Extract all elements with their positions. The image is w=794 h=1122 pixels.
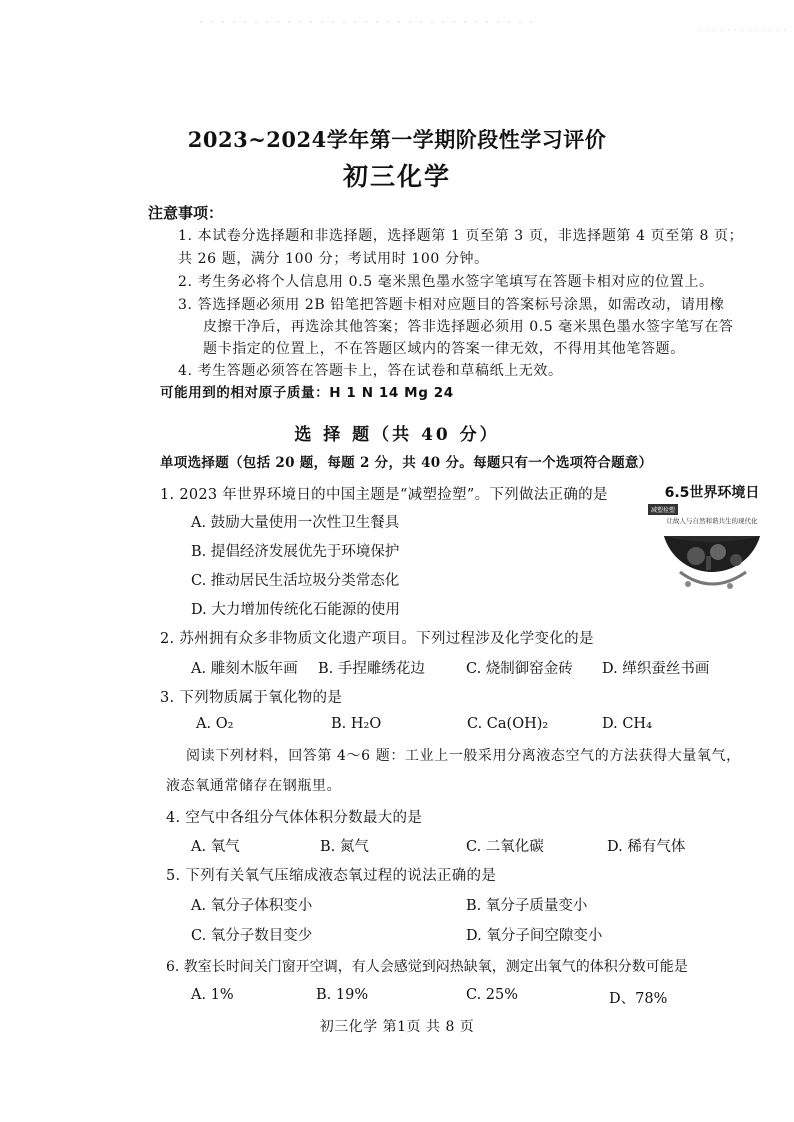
q6-option-b: B. 19% (316, 987, 369, 1003)
question-5-stem: 5. 下列有关氧气压缩成液态氧过程的说法正确的是 (166, 868, 497, 884)
q6-option-d: D、78% (609, 991, 668, 1007)
q2-option-b: B. 手捏雕绣花边 (318, 661, 425, 677)
q5-option-d: D. 氧分子间空隙变小 (466, 928, 603, 944)
q2-option-a: A. 雕刻木版年画 (191, 661, 298, 677)
q3-option-a: A. O₂ (196, 716, 234, 732)
q1-option-c: C. 推动居民生活垃圾分类常态化 (191, 573, 400, 589)
notice-line: 4. 考生答题必须答在答题卡上，答在试卷和草稿纸上无效。 (178, 363, 563, 379)
notice-line: 3. 答选择题必须用 2B 铅笔把答题卡相对应题目的答案标号涂黑，如需改动，请用橡 (178, 297, 725, 313)
q5-option-c: C. 氧分子数目变少 (191, 928, 313, 944)
q1-option-d: D. 大力增加传统化石能源的使用 (191, 602, 400, 618)
notice-line: 题卡指定的位置上，不在答题区域内的答案一律无效，不得用其他笔答题。 (203, 341, 685, 357)
earth-illustration (660, 526, 764, 612)
q4-option-d: D. 稀有气体 (607, 839, 686, 855)
q2-option-d: D. 缂织蚕丝书画 (602, 661, 710, 677)
q1-option-a: A. 鼓励大量使用一次性卫生餐具 (191, 515, 400, 531)
page-footer: 初三化学 第1页 共 8 页 (319, 1019, 475, 1035)
notice-line: 1. 本试卷分选择题和非选择题，选择题第 1 页至第 3 页，非选择题第 4 页至第 8 页； (178, 228, 744, 244)
q5-option-b: B. 氧分子质量变小 (466, 898, 588, 914)
q5-option-a: A. 氧分子体积变小 (191, 898, 313, 914)
notice-heading: 注意事项： (148, 204, 224, 222)
environment-day-badge (644, 482, 780, 612)
notice-line: 共 26 题，满分 100 分；考试用时 100 分钟。 (178, 251, 489, 267)
q4-option-c: C. 二氧化碳 (466, 839, 544, 855)
q1-option-b: B. 提倡经济发展优先于环境保护 (191, 544, 400, 560)
q2-option-c: C. 烧制御窑金砖 (466, 661, 573, 677)
subject-title: 初三化学 (342, 162, 451, 191)
q3-option-c: C. Ca(OH)₂ (467, 716, 549, 732)
section-title: 选 择 题（共 40 分） (294, 425, 500, 445)
q3-option-b: B. H₂O (331, 716, 382, 732)
exam-title: 2023~2024学年第一学期阶段性学习评价 (187, 127, 607, 152)
badge-title: 6.5世界环境日 (664, 485, 760, 501)
atomic-mass-line: 可能用到的相对原子质量：H 1 N 14 Mg 24 (160, 385, 454, 401)
notice-line: 皮擦干净后，再选涂其他答案；答非选择题必须用 0.5 毫米黑色墨水签字笔写在答 (203, 319, 734, 335)
question-2-stem: 2. 苏州拥有众多非物质文化遗产项目。下列过程涉及化学变化的是 (160, 631, 594, 647)
q6-option-c: C. 25% (466, 987, 519, 1003)
q3-option-d: D. CH₄ (602, 716, 652, 732)
q4-option-a: A. 氧气 (191, 839, 240, 855)
section-instruction: 单项选择题（包括 20 题，每题 2 分，共 40 分。每题只有一个选项符合题意） (160, 455, 653, 471)
reading-material-line: 阅读下列材料，回答第 4～6 题：工业上一般采用分离液态空气的方法获得大量氧气， (186, 748, 741, 764)
badge-subtitle: 让故人与自然和谐共生的现代化 (666, 517, 758, 525)
badge-tag: 减塑捡塑 (648, 504, 678, 515)
q4-option-b: B. 氮气 (320, 839, 369, 855)
notice-line: 2. 考生务必将个人信息用 0.5 毫米黑色墨水签字笔填写在答题卡相对应的位置上。 (178, 274, 714, 290)
question-4-stem: 4. 空气中各组分气体体积分数最大的是 (166, 810, 423, 826)
question-6-stem: 6. 教室长时间关门窗开空调，有人会感觉到闷热缺氧，测定出氧气的体积分数可能是 (166, 959, 688, 975)
reading-material-line: 液态氧通常储存在钢瓶里。 (166, 778, 342, 794)
q6-option-a: A. 1% (191, 987, 234, 1003)
question-1-stem: 1. 2023 年世界环境日的中国主题是“减塑捡塑”。下列做法正确的是 (160, 487, 608, 503)
question-3-stem: 3. 下列物质属于氧化物的是 (160, 690, 343, 706)
scan-noise (0, 0, 794, 40)
